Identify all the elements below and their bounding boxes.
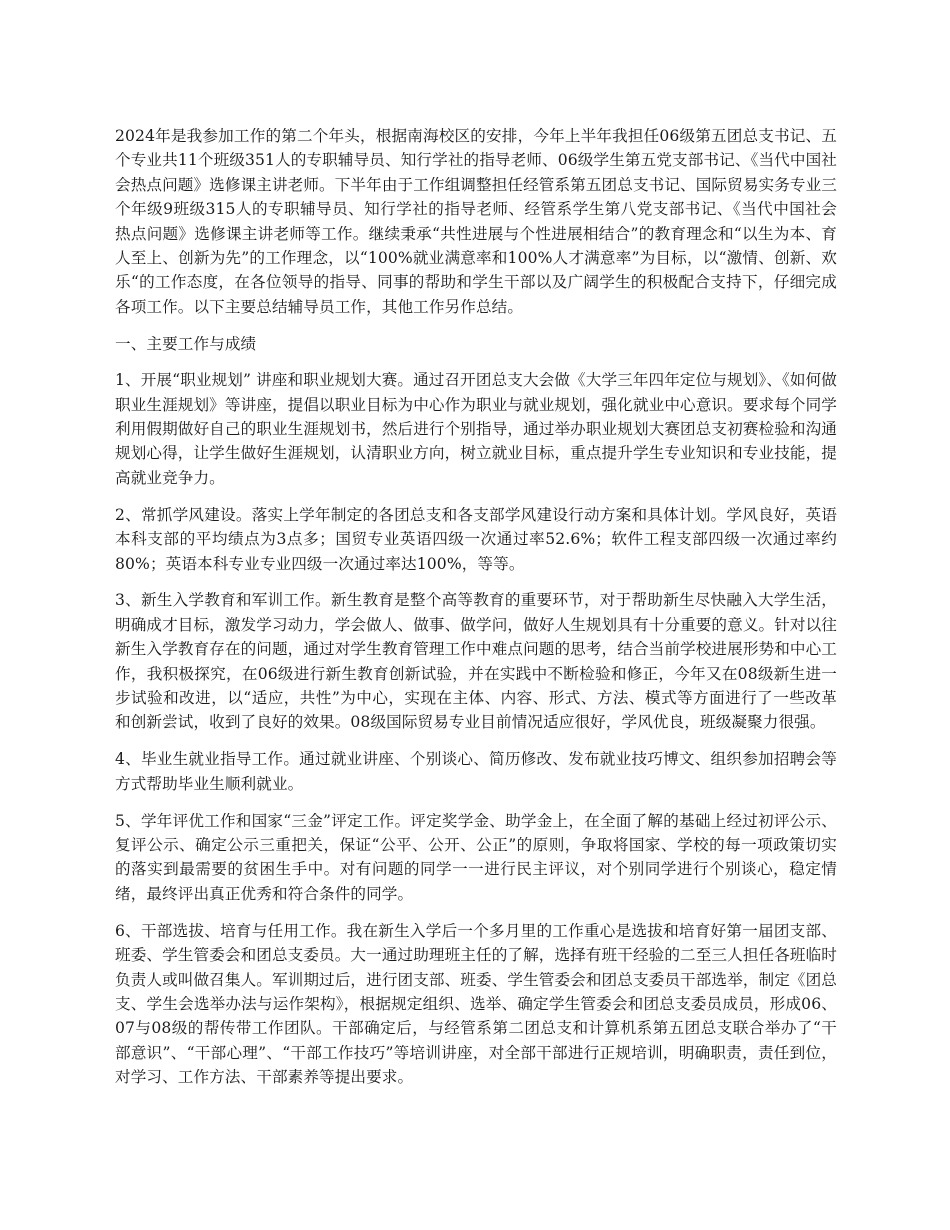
intro-paragraph: 2024年是我参加工作的第二个年头，根据南海校区的安排，今年上半年我担任06级第五团总支书记、五个专业共11个班级351人的专职辅导员、知行学社的指导老师、06级学生第五党支部书记、《当代中国社会热点问题》选修课主讲老师。下半年由于工作组调整担任经管系第五团总支书记、国际贸易实务专业三个年级9班级315人的专职辅导员、知行学社的指导老师、经管系学生第八党支部书记、《当代中国社会热点问题》选修课主讲老师等工作。继续秉承“共性进展与个性进展相结合”的教育理念和“以生为本、育人至上、创新为先”的工作理念，以“100%就业满意率和100%人才满意率”为目标，以“激情、创新、欢乐“的工作态度，在各位领导的指导、同事的帮助和学生干部以及广阔学生的积极配合支持下，仔细完成各项工作。以下主要总结辅导员工作，其他工作另作总结。	[115, 127, 837, 316]
paragraph-item-3: 3、新生入学教育和军训工作。新生教育是整个高等教育的重要环节，对于帮助新生尽快融入大学生活，明确成才目标，激发学习动力，学会做人、做事、做学问，做好人生规划具有十分重要的意义。针对以往新生入学教育存在的问题，通过对学生教育管理工作中难点问题的思考，结合当前学校进展形势和中心工作，我积极探究，在06级进行新生教育创新试验，并在实践中不断检验和修正，今年又在08级新生进一步试验和改进，以“适应，共性”为中心，实现在主体、内容、形式、方法、模式等方面进行了一些改革和创新尝试，收到了良好的效果。08级国际贸易专业目前情况适应很好，学风优良，班级凝聚力很强。	[115, 591, 837, 732]
paragraph-item-1: 1、开展“职业规划” 讲座和职业规划大赛。通过召开团总支大会做《大学三年四年定位与规划》、《如何做职业生涯规划》等讲座，提倡以职业目标为中心作为职业与就业规划，强化就业中心意识。要求每个同学利用假期做好自己的职业生涯规划书，然后进行个别指导，通过举办职业规划大赛团总支初赛检验和沟通规划心得，让学生做好生涯规划，认清职业方向，树立就业目标，重点提升学生专业知识和专业技能，提高就业竞争力。	[115, 371, 837, 487]
paragraph-item-6: 6、干部选拔、培育与任用工作。我在新生入学后一个多月里的工作重心是选拔和培育好第一届团支部、班委、学生管委会和团总支委员。大一通过助理班主任的了解，选择有班干经验的二至三人担任各班临时负责人或叫做召集人。军训期过后，进行团支部、班委、学生管委会和团总支委员干部选举，制定《团总支、学生会选举办法与运作架构》，根据规定组织、选举、确定学生管委会和团总支委员成员，形成06、07与08级的帮传带工作团队。干部确定后，与经管系第二团总支和计算机系第五团总支联合举办了“干部意识”、“干部心理”、“干部工作技巧”等培训讲座，对全部干部进行正规培训，明确职责，责任到位，对学习、工作方法、干部素养等提出要求。	[115, 921, 837, 1087]
document-body	[115, 124, 837, 1102]
paragraph-item-2: 2、常抓学风建设。落实上学年制定的各团总支和各支部学风建设行动方案和具体计划。学风良好，英语本科支部的平均绩点为3点多；国贸专业英语四级一次通过率52.6%；软件工程支部四级一次通过率约80%；英语本科专业专业四级一次通过率达100%，等等。	[115, 505, 837, 573]
section-heading: 一、主要工作与成绩	[115, 334, 257, 353]
paragraph-item-4: 4、毕业生就业指导工作。通过就业讲座、个别谈心、简历修改、发布就业技巧博文、组织参加招聘会等方式帮助毕业生顺利就业。	[115, 750, 837, 793]
paragraph-item-5: 5、学年评优工作和国家“三金”评定工作。评定奖学金、助学金上，在全面了解的基础上经过初评公示、复评公示、确定公示三重把关，保证“公平、公开、公正”的原则，争取将国家、学校的每一项政策切实的落实到最需要的贫困生手中。对有问题的同学一一进行民主评议，对个别同学进行个别谈心，稳定情绪，最终评出真正优秀和符合条件的同学。	[115, 811, 837, 903]
